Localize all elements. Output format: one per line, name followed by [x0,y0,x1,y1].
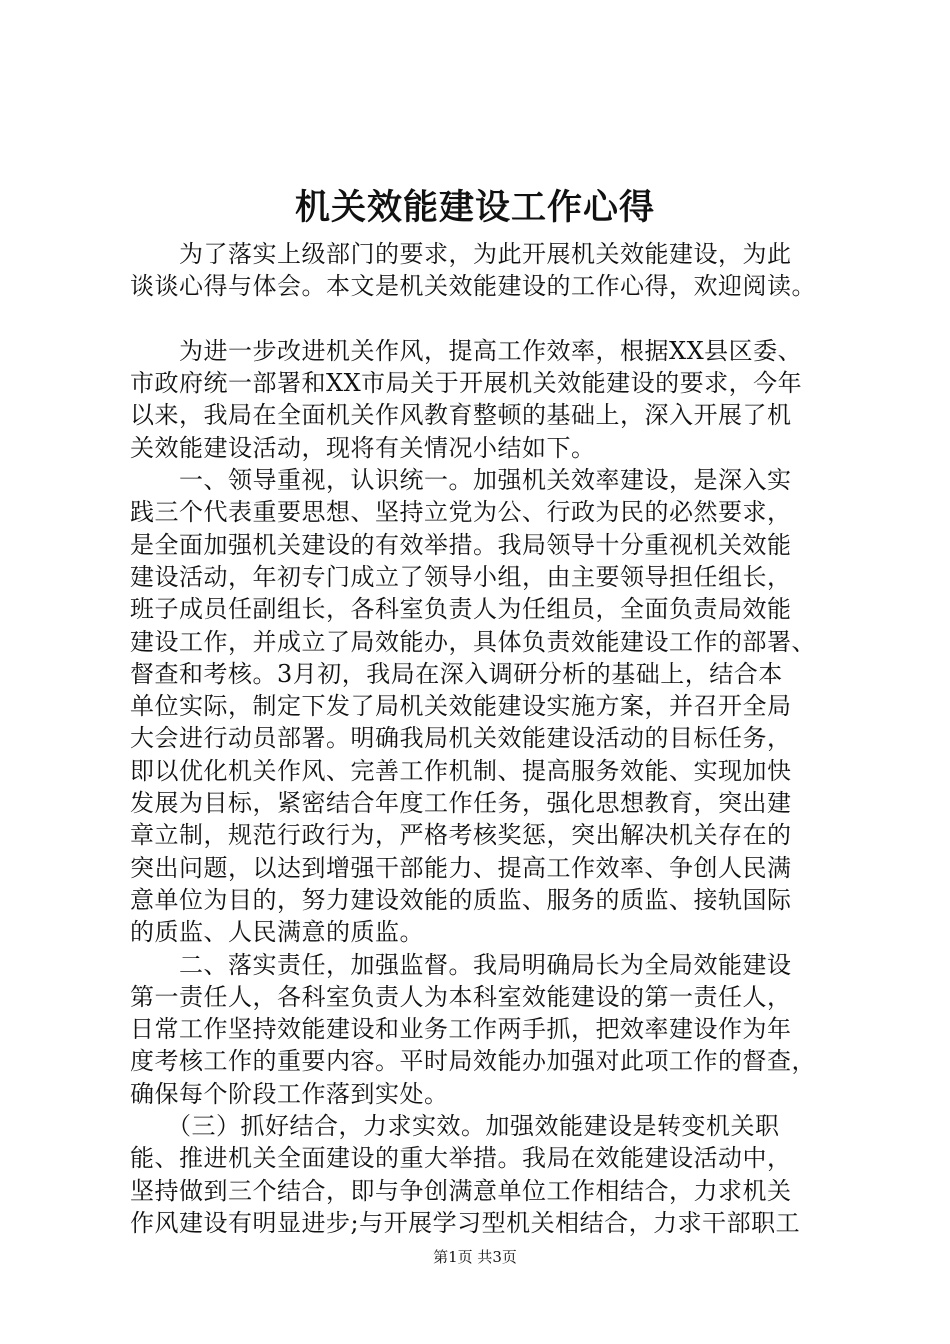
body-line: 建设活动，年初专门成立了领导小组，由主要领导担任组长， [130,562,792,591]
body-line: 一、领导重视，认识统一。加强机关效率建设，是深入实 [130,466,792,495]
body-line: 意单位为目的，努力建设效能的质监、服务的质监、接轨国际 [130,885,792,914]
body-line: 关效能建设活动，现将有关情况小结如下。 [130,433,596,462]
body-line: 的质监、人民满意的质监。 [130,918,424,947]
body-line: 单位实际，制定下发了局机关效能建设实施方案，并召开全局 [130,692,792,721]
body-line: 日常工作坚持效能建设和业务工作两手抓，把效率建设作为年 [130,1015,792,1044]
body-line: 督查和考核。3月初，我局在深入调研分析的基础上，结合本 [130,659,783,688]
body-line: 坚持做到三个结合，即与争创满意单位工作相结合，力求机关 [130,1176,792,1205]
body-line: 即以优化机关作风、完善工作机制、提高服务效能、实现加快 [130,756,792,785]
document-title: 机关效能建设工作心得 [294,187,655,228]
body-line: 是全面加强机关建设的有效举措。我局领导十分重视机关效能 [130,530,792,559]
body-line: 以来，我局在全面机关作风教育整顿的基础上，深入开展了机 [130,401,792,430]
document-body [130,238,830,1239]
body-line: （三）抓好结合，力求实效。加强效能建设是转变机关职 [130,1112,780,1141]
body-line: 二、落实责任，加强监督。我局明确局长为全局效能建设 [130,950,792,979]
blank-line [130,303,830,335]
page-footer: 第1页 共3页 [433,1248,517,1266]
body-line: 发展为目标，紧密结合年度工作任务，强化思想教育，突出建 [130,789,792,818]
body-line: 建设工作，并成立了局效能办，具体负责效能建设工作的部署、 [130,627,816,656]
body-line: 为进一步改进机关作风，提高工作效率，根据XX县区委、 [130,336,803,365]
body-line: 践三个代表重要思想、坚持立党为公、行政为民的必然要求， [130,498,792,527]
body-line: 作风建设有明显进步;与开展学习型机关相结合，力求干部职工 [130,1208,801,1237]
body-line: 度考核工作的重要内容。平时局效能办加强对此项工作的督查， [130,1047,816,1076]
body-line: 为了落实上级部门的要求，为此开展机关效能建设，为此 [130,240,792,268]
body-line: 突出问题，以达到增强干部能力、提高工作效率、争创人民满 [130,853,792,882]
body-line: 大会进行动员部署。明确我局机关效能建设活动的目标任务， [130,724,792,753]
body-line: 班子成员任副组长，各科室负责人为任组员，全面负责局效能 [130,595,792,624]
body-line: 章立制，规范行政行为，严格考核奖惩，突出解决机关存在的 [130,821,792,850]
body-line: 市政府统一部署和XX市局关于开展机关效能建设的要求，今年 [130,369,803,398]
body-line: 谈谈心得与体会。本文是机关效能建设的工作心得，欢迎阅读。 [130,272,816,301]
body-line: 能、推进机关全面建设的重大举措。我局在效能建设活动中， [130,1144,792,1173]
body-line: 确保每个阶段工作落到实处。 [130,1079,449,1108]
body-line: 第一责任人，各科室负责人为本科室效能建设的第一责任人， [130,982,792,1011]
